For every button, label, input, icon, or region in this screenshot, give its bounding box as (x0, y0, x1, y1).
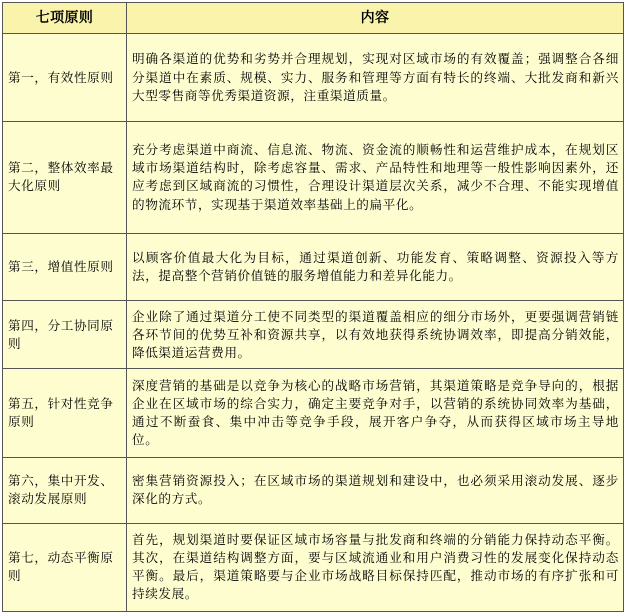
table-row (3, 523, 624, 612)
principle-content: 明确各渠道的优势和劣势并合理规划，实现对区域市场的有效覆盖；强调整合各细分渠道中在素质、规模、实力、服务和管理等方面有特长的终端、大批发商和新兴大型零售商等优秀渠道资源，注重渠道质量。 (127, 34, 624, 122)
table-row (3, 369, 624, 457)
principle-name: 第七，动态平衡原则 (3, 523, 127, 612)
principle-content: 以顾客价值最大化为目标，通过渠道创新、功能发育、策略调整、资源投入等方法，提高整个营销价值链的服务增值能力和差异化能力。 (127, 233, 624, 301)
principle-name: 第五，针对性竞争原则 (3, 369, 127, 457)
principle-name: 第六，集中开发、滚动发展原则 (3, 457, 127, 523)
table-row (3, 457, 624, 523)
principle-content: 企业除了通过渠道分工使不同类型的渠道覆盖相应的细分市场外，更要强调营销链各环节间的优势互补和资源共享，以有效地获得系统协调效率，即提高分销效能，降低渠道运营费用。 (127, 301, 624, 369)
principle-content: 深度营销的基础是以竞争为核心的战略市场营销，其渠道策略是竞争导向的，根据企业在区域市场的综合实力，确定主要竞争对手，以营销的系统协同效率为基础，通过不断蚕食、集中冲击等竞争手段，展开客户争夺，从而获得区域市场主导地位。 (127, 369, 624, 457)
principle-name: 第四，分工协同原则 (3, 301, 127, 369)
principle-content: 首先，规划渠道时要保证区域市场容量与批发商和终端的分销能力保持动态平衡。其次，在渠道结构调整方面，要与区域流通业和用户消费习性的发展变化保持动态平衡。最后，渠道策略要与企业市场战略目标保持匹配，推动市场的有序扩张和可持续发展。 (127, 523, 624, 612)
principle-name: 第一，有效性原则 (3, 34, 127, 122)
header-principles: 七项原则 (3, 3, 127, 34)
principle-content: 密集营销资源投入；在区域市场的渠道规划和建设中，也必须采用滚动发展、逐步深化的方式。 (127, 457, 624, 523)
table-row (3, 122, 624, 233)
table-row (3, 233, 624, 301)
table-header-row (3, 3, 624, 34)
table-row (3, 301, 624, 369)
principle-name: 第二，整体效率最大化原则 (3, 122, 127, 233)
principles-table (2, 2, 624, 612)
principle-content: 充分考虑渠道中商流、信息流、物流、资金流的顺畅性和运营维护成本，在规划区域市场渠道结构时，除考虑容量、需求、产品特性和地理等一般性影响因素外，还应考虑到区域商流的习惯性，合理设计渠道层次关系，减少不合理、不能实现增值的物流环节，实现基于渠道效率基础上的扁平化。 (127, 122, 624, 233)
principle-name: 第三，增值性原则 (3, 233, 127, 301)
table-row (3, 34, 624, 122)
header-content: 内容 (127, 3, 624, 34)
